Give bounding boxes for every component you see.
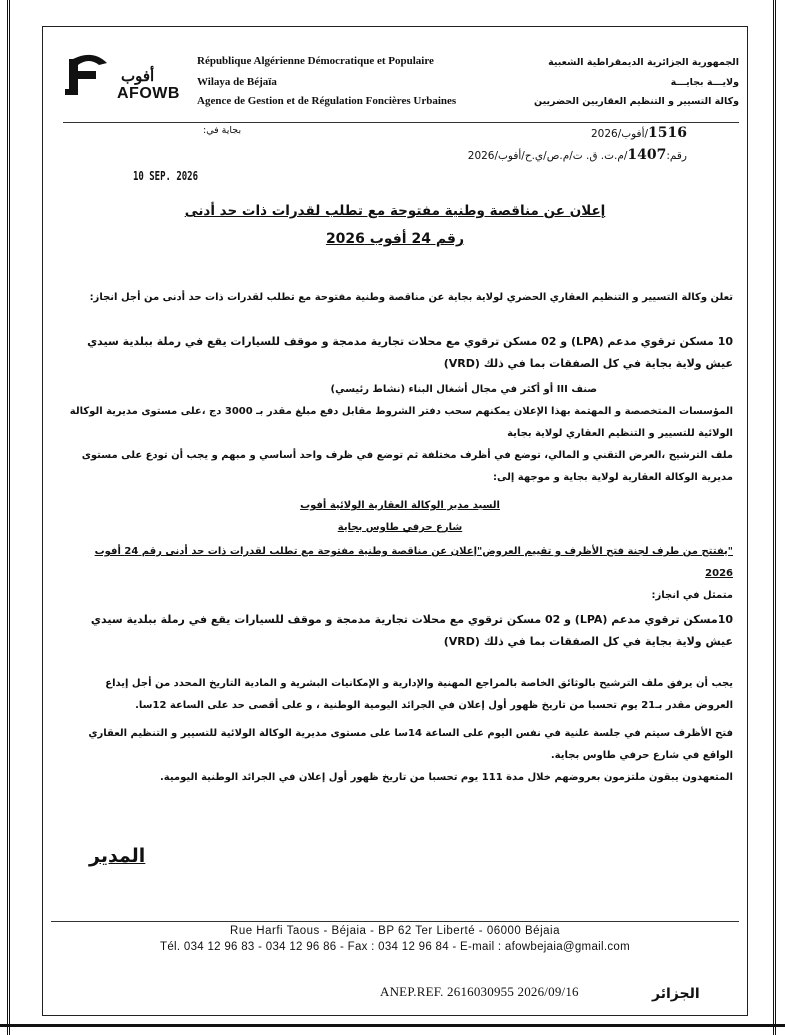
bottom-border — [0, 1024, 785, 1027]
header-ar-republic: الجمهورية الجزائرية الديمقراطية الشعبية — [548, 57, 739, 68]
deadline-paragraph: يجب أن يرفق ملف الترشيح بالوثائق الخاصة بالمراجع المهنية والإدارية و الإمكانيات البشرية و المادية التاريخ المحدد من أجل إيداع العروض مقدر بـ21 يوم تحسبا من تاريخ ظهور أول إعلان في الجرائد اليومية الوطنية ، و على أقصى حد على الساعة 12سا. — [105, 678, 733, 711]
ref2-suffix: /م.ت. ق. ت/م.ص/ي.ح/أفوب/2026 — [467, 150, 628, 162]
letterhead — [43, 27, 747, 122]
anep-reference: ANEP.REF. 2616030955 2026/09/16 — [380, 984, 579, 999]
announcement-number: رقم 24 أفوب 2026 — [325, 231, 465, 247]
submission-paragraph: ملف الترشيح ،العرض التقني و المالي، توضع في أظرف مختلفة ثم توضع في ظرف واحد أساسي و مبهم و يجب أن تودع على مستوى مديرية الوكالة العقارية لولاية بجاية و موجهة إلى: — [81, 450, 733, 483]
header-fr-agency: Agence de Gestion et de Régulation Foncières Urbaines — [197, 95, 457, 107]
consists-of-label: متمثل في انجاز: — [651, 590, 733, 601]
announcement-title: إعلان عن مناقصة وطنية مفتوحة مع تطلب لقدرات ذات حد أدنى — [184, 203, 606, 219]
header-ar-agency: وكالة التسيير و التنظيم العقاريين الحضريين — [534, 96, 739, 107]
validity-paragraph: المتعهدون يبقون ملتزمون بعروضهم خلال مدة 111 يوم تحسبا من تاريخ ظهور أول إعلان في الجرائد الوطنية اليومية. — [159, 772, 733, 783]
footer-address: Rue Harfi Taous - Béjaia - BP 62 Ter Liberté - 06000 Béjaia — [230, 925, 560, 937]
logo-latin-text: AFOWB — [117, 85, 180, 102]
footer-divider — [51, 921, 739, 922]
header-fr-republic: République Algérienne Démocratique et Populaire — [197, 55, 434, 67]
header-fr-wilaya: Wilaya de Béjaïa — [197, 76, 277, 88]
project-description-repeat: 10مسكن ترقوي مدعم (LPA) و 02 مسكن ترقوي مع محلات تجارية مدمجة و موقف للسيارات يقع في رملة ببلدية سيدي عيش ولاية بجاية في كل الصفقات بما في ذلك (VRD) — [90, 613, 733, 648]
opening-session-paragraph: فتح الأظرف سيتم في جلسة علنية في نفس اليوم على الساعة 14سا على مستوى مديرية الوكالة الولائية للتسيير و التنظيم العقاري الواقع في شارع حرفي طاوس بجاية. — [88, 728, 733, 761]
city-date-label: بجاية في: — [203, 125, 242, 136]
anep-logo: الجزائر — [652, 986, 700, 1002]
logo-arabic-text: أفوب — [121, 67, 155, 85]
ref2-handwritten: 1407 — [627, 147, 667, 163]
reference-number-1 — [591, 125, 687, 141]
intro-paragraph: تعلن وكالة التسيير و التنظيم العقاري الحضري لولاية بجاية عن مناقصة وطنية مفتوحة مع تطلب لقدرات ذات حد أدنى من أجل انجاز: — [89, 292, 733, 303]
recipient-address-line1: السيد مدير الوكالة العقارية الولائية أفوب — [300, 500, 500, 511]
recipient-address-line2: شارع حرفي طاوس بجاية — [337, 522, 463, 533]
date-stamp: 10 SEP. 2026 — [133, 169, 199, 183]
header-divider — [63, 122, 739, 123]
header-ar-wilaya: ولايـــة بجايـــة — [670, 77, 739, 88]
footer-contact: Tél. 034 12 96 83 - 034 12 96 86 - Fax : 034 12 96 84 - E-mail : afowbejaia@gmail.com — [160, 941, 630, 953]
ref2-prefix: رقم: — [666, 150, 687, 162]
director-signature: المدير — [89, 845, 146, 867]
right-page-edge — [773, 0, 785, 1035]
reference-number-2 — [468, 147, 687, 163]
ref1-handwritten: 1516 — [648, 125, 687, 141]
ref1-suffix: /أفوب/2026 — [590, 128, 649, 140]
project-description: 10 مسكن ترقوي مدعم (LPA) و 02 مسكن ترقوي مع محلات تجارية مدمجة و موقف للسيارات يقع في رملة ببلدية سيدي عيش ولاية بجاية في كل الصفقات بما في ذلك (VRD) — [87, 335, 733, 370]
left-page-edge — [0, 0, 10, 1035]
specifications-paragraph: المؤسسات المتخصصة و المهتمة بهذا الإعلان يمكنهم سحب دفتر الشروط مقابل دفع مبلغ مقدر بـ 3000 دج ،على مستوى مديرية الوكالة الولائية للتسيير و التنظيم العقاري لولاية بجاية — [69, 406, 733, 439]
afowb-logo — [63, 49, 115, 99]
document-page — [42, 26, 748, 1016]
qualification-class: صنف III أو أكثر في مجال أشغال البناء (نشاط رئيسي) — [330, 384, 597, 395]
envelope-inscription: "يفتتح من طرف لجنة فتح الأظرف و تقييم العروض"إعلان عن مناقصة وطنية مفتوحة مع تطلب لقدرات ذات حد أدنى رقم 24 أفوب 2026 — [94, 546, 733, 579]
